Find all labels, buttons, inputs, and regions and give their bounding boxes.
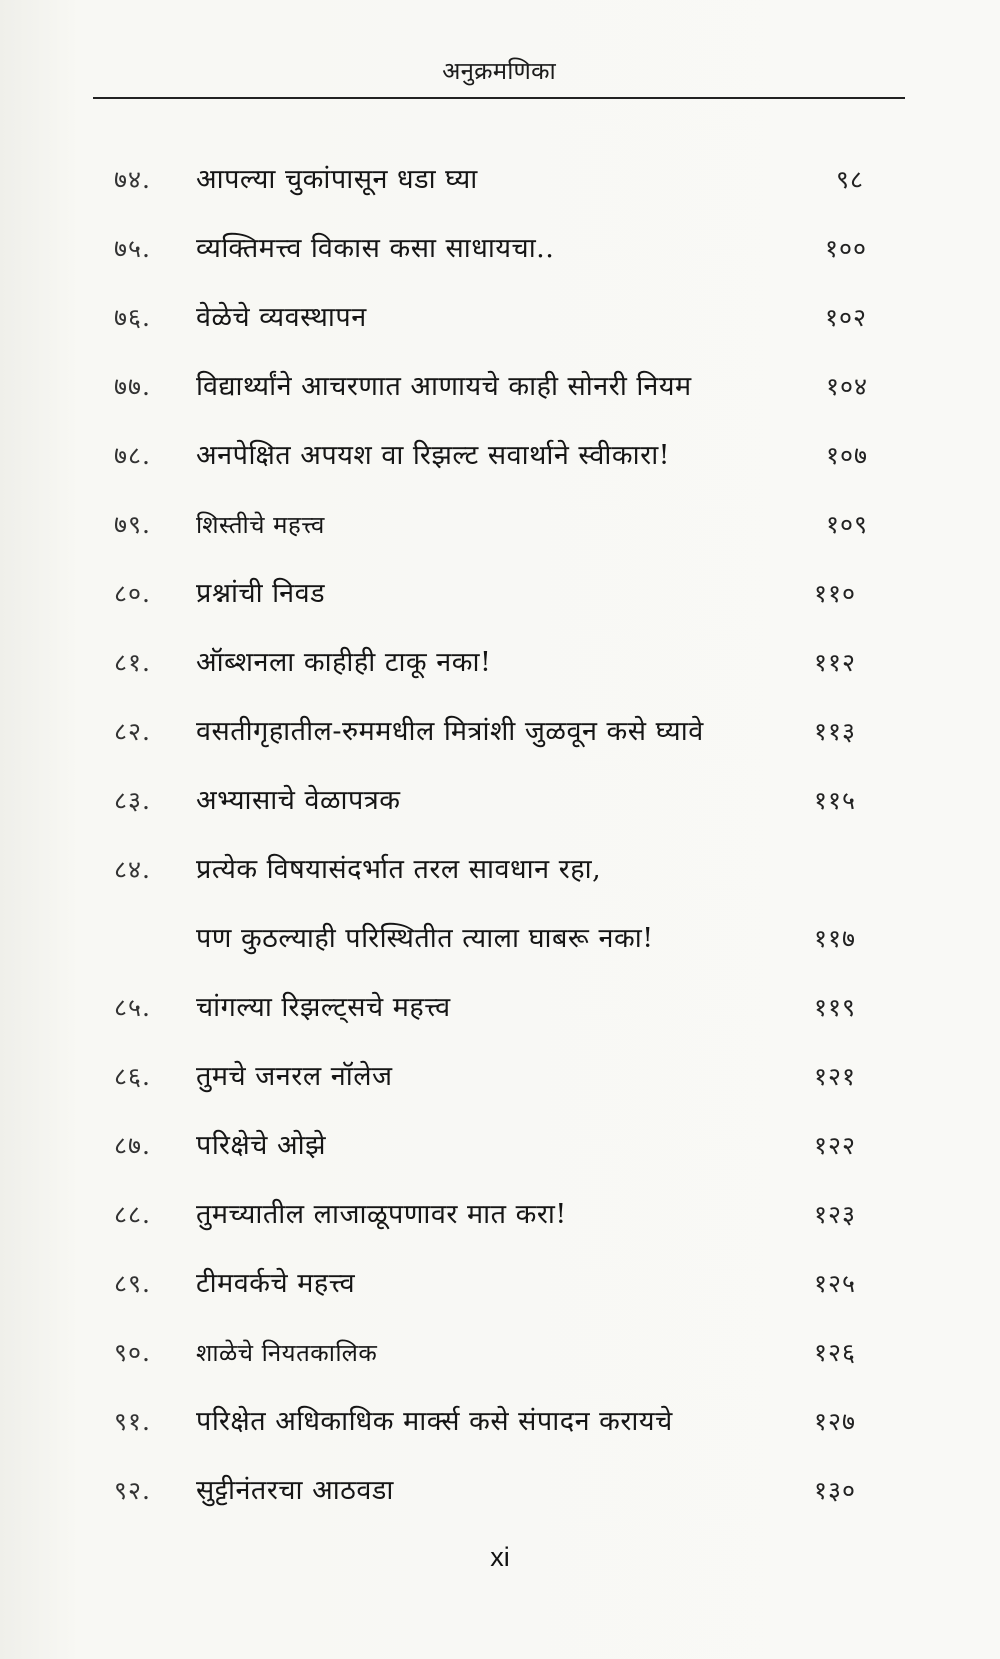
entry-page-number: १२१ (814, 1062, 857, 1091)
toc-entry (0, 710, 1000, 754)
entry-page-number: ११७ (814, 924, 857, 953)
toc-entry (0, 365, 1000, 409)
entry-number: ९२. (114, 1476, 151, 1505)
toc-entry-continuation (0, 917, 1000, 961)
entry-title: तुमचे जनरल नॉलेज (196, 1061, 393, 1092)
entry-number: ८३. (114, 786, 151, 815)
toc-entry (0, 503, 1000, 547)
entry-number: ८५. (114, 993, 151, 1022)
entry-title: ऑब्शनला काहीही टाकू नका! (196, 647, 492, 678)
entry-number: ७५. (114, 234, 151, 263)
entry-title: टीमवर्कचे महत्त्व (196, 1268, 356, 1299)
entry-page-number: १२५ (814, 1269, 857, 1298)
toc-entry (0, 296, 1000, 340)
toc-entry (0, 158, 1000, 202)
entry-title: अनपेक्षित अपयश वा रिझल्ट सवार्थाने स्वीकारा! (196, 440, 671, 471)
entry-title: शिस्तीचे महत्त्व (196, 511, 325, 539)
toc-entry (0, 572, 1000, 616)
toc-entry (0, 1124, 1000, 1168)
toc-entry (0, 1400, 1000, 1444)
entry-number: ८७. (114, 1131, 151, 1160)
page-title: अनुक्रमणिका (442, 57, 556, 85)
entry-page-number: १०७ (826, 441, 869, 470)
entry-page-number: १०० (825, 234, 868, 263)
entry-page-number: ११५ (814, 786, 857, 815)
entry-page-number: १०२ (825, 303, 868, 332)
entry-title: प्रत्येक विषयासंदर्भात तरल सावधान रहा, (196, 854, 602, 885)
toc-entry (0, 1193, 1000, 1237)
entry-title: चांगल्या रिझल्ट्सचे महत्त्व (196, 992, 451, 1023)
entry-page-number: १२२ (814, 1131, 857, 1160)
toc-entry (0, 986, 1000, 1030)
entry-number: ७७. (114, 372, 151, 401)
entry-page-number: १०९ (826, 510, 869, 539)
entry-page-number: ११९ (814, 993, 857, 1022)
toc-entry (0, 227, 1000, 271)
entry-number: ८१. (114, 648, 151, 677)
entry-number: ८४. (114, 855, 151, 884)
entry-title: वेळेचे व्यवस्थापन (196, 302, 367, 333)
entry-page-number: ११२ (814, 648, 857, 677)
entry-number: ८६. (114, 1062, 151, 1091)
entry-number: ८२. (114, 717, 151, 746)
entry-title: वसतीगृहातील-रुममधील मित्रांशी जुळवून कसे घ्यावे (196, 716, 704, 747)
page-number: xi (490, 1542, 510, 1572)
entry-title: परिक्षेचे ओझे (196, 1130, 326, 1161)
entry-page-number: ९८ (836, 165, 865, 194)
entry-title: सुट्टीनंतरचा आठवडा (196, 1475, 394, 1506)
entry-title: पण कुठल्याही परिस्थितीत त्याला घाबरू नका! (196, 923, 654, 954)
entry-number: ८९. (114, 1269, 151, 1298)
entry-page-number: ११० (814, 579, 857, 608)
entry-title: अभ्यासाचे वेळापत्रक (196, 785, 401, 816)
entry-number: ८८. (114, 1200, 151, 1229)
toc-entry (0, 641, 1000, 685)
entry-number: ९०. (114, 1338, 151, 1367)
entry-number: ८०. (114, 579, 151, 608)
entry-page-number: १२७ (814, 1407, 857, 1436)
toc-entry (0, 1262, 1000, 1306)
entry-number: ९१. (114, 1407, 151, 1436)
toc-entry (0, 434, 1000, 478)
toc-entry (0, 1469, 1000, 1513)
entry-page-number: १०४ (826, 372, 869, 401)
entry-page-number: १२६ (814, 1338, 857, 1367)
entry-title: विद्यार्थ्यांने आचरणात आणायचे काही सोनरी नियम (196, 371, 692, 402)
entry-title: तुमच्यातील लाजाळूपणावर मात करा! (196, 1199, 567, 1230)
entry-page-number: १३० (814, 1476, 857, 1505)
entry-title: व्यक्तिमत्त्व विकास कसा साधायचा.. (196, 233, 555, 264)
entry-page-number: १२३ (814, 1200, 857, 1229)
entry-title: परिक्षेत अधिकाधिक मार्क्स कसे संपादन करायचे (196, 1406, 673, 1437)
toc-entry (0, 779, 1000, 823)
toc-entry (0, 1331, 1000, 1375)
entry-page-number: ११३ (814, 717, 857, 746)
toc-entry (0, 1055, 1000, 1099)
entry-number: ७९. (114, 510, 151, 539)
toc-entry (0, 848, 1000, 892)
entry-title: शाळेचे नियतकालिक (196, 1339, 378, 1367)
entry-title: प्रश्नांची निवड (196, 578, 326, 609)
entry-number: ७६. (114, 303, 151, 332)
entry-title: आपल्या चुकांपासून धडा घ्या (196, 164, 478, 195)
entry-number: ७८. (114, 441, 151, 470)
entry-number: ७४. (114, 165, 151, 194)
